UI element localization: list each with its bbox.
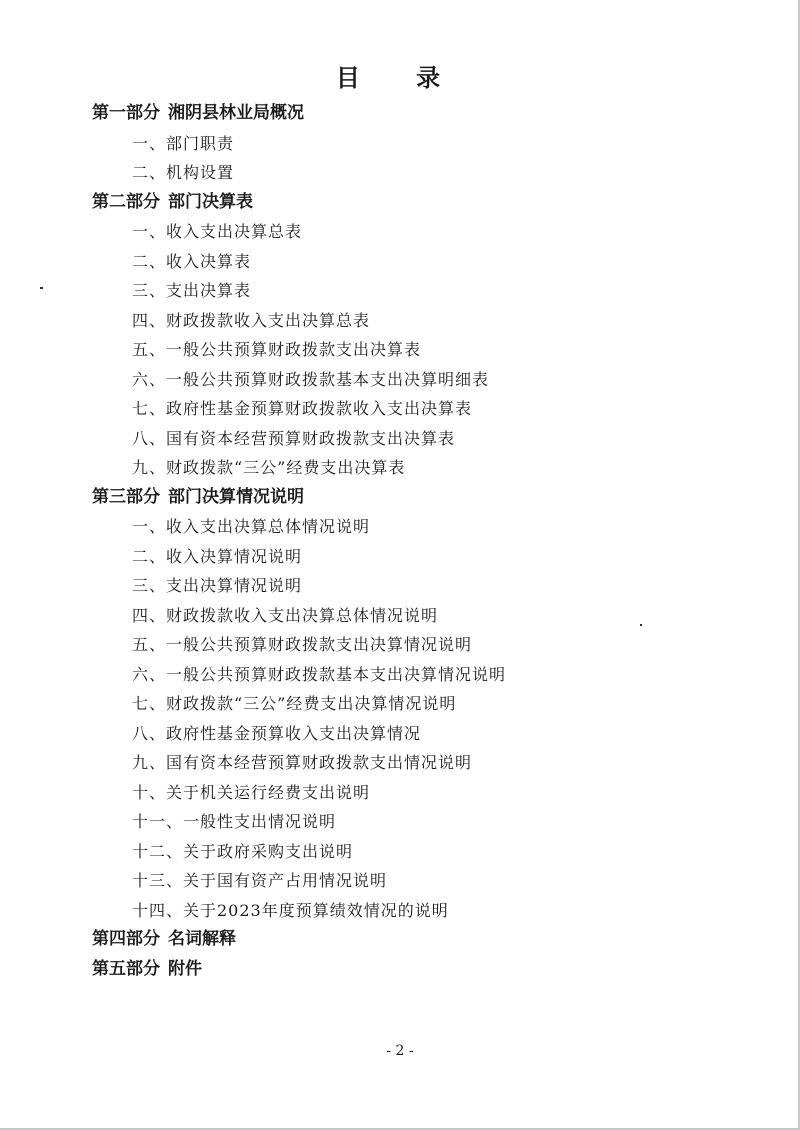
toc-part-heading [92, 955, 732, 985]
toc-entry: 十四、关于2023年度预算绩效情况的说明 [132, 900, 449, 920]
toc-entry: 三、支出决算表 [132, 281, 252, 300]
toc-entry: 一、部门职责 [132, 133, 235, 153]
toc-part-heading [92, 99, 732, 129]
toc-part-heading [92, 925, 732, 955]
scan-speck [40, 287, 43, 289]
toc-part-heading [92, 483, 732, 513]
toc-entry: 一、收入支出决算总体情况说明 [132, 517, 371, 536]
toc-part-heading [92, 188, 732, 218]
part-number: 第四部分 [92, 929, 160, 949]
toc-entry: 十一、一般性支出情况说明 [132, 812, 337, 831]
part-number: 第三部分 [92, 486, 160, 507]
part-number: 第二部分 [92, 191, 160, 212]
part-title: 部门决算情况说明 [168, 486, 304, 507]
toc-entry: 六、一般公共预算财政拨款基本支出决算明细表 [132, 369, 490, 389]
scan-speck [640, 624, 642, 626]
toc-entry: 二、收入决算表 [132, 251, 252, 271]
toc-entry: 三、支出决算情况说明 [132, 576, 303, 595]
toc-entry: 五、一般公共预算财政拨款支出决算表 [132, 340, 422, 359]
toc-entry: 六、一般公共预算财政拨款基本支出决算情况说明 [132, 664, 507, 684]
toc-entry: 一、收入支出决算总表 [132, 222, 303, 241]
toc-entry: 八、政府性基金预算收入支出决算情况 [132, 723, 422, 743]
part-title: 附件 [168, 958, 202, 979]
toc-entry: 五、一般公共预算财政拨款支出决算情况说明 [132, 635, 473, 654]
page-number: - 2 - [386, 1043, 414, 1059]
toc-entry: 九、国有资本经营预算财政拨款支出情况说明 [132, 753, 473, 772]
toc-entry: 九、财政拨款“三公”经费支出决算表 [132, 458, 406, 477]
toc-entry: 二、机构设置 [132, 163, 235, 182]
page-title: 目 录 [335, 64, 465, 92]
toc-entry: 十三、关于国有资产占用情况说明 [132, 871, 388, 890]
toc-entry: 四、财政拨款收入支出决算总体情况说明 [132, 605, 439, 625]
toc-entry: 十二、关于政府采购支出说明 [132, 841, 354, 861]
toc-entry: 七、政府性基金预算财政拨款收入支出决算表 [132, 399, 473, 418]
toc-entry: 七、财政拨款“三公”经费支出决算情况说明 [132, 694, 457, 713]
toc-entry: 二、收入决算情况说明 [132, 546, 303, 566]
part-number: 第一部分 [92, 103, 160, 123]
part-title: 名词解释 [168, 929, 236, 949]
part-title: 湘阴县林业局概况 [168, 103, 304, 123]
table-of-contents [92, 99, 732, 984]
part-title: 部门决算表 [168, 191, 253, 212]
part-number: 第五部分 [92, 958, 160, 979]
toc-entry: 四、财政拨款收入支出决算总表 [132, 310, 371, 330]
toc-entry: 十、关于机关运行经费支出说明 [132, 782, 371, 802]
toc-entry: 八、国有资本经营预算财政拨款支出决算表 [132, 428, 456, 448]
